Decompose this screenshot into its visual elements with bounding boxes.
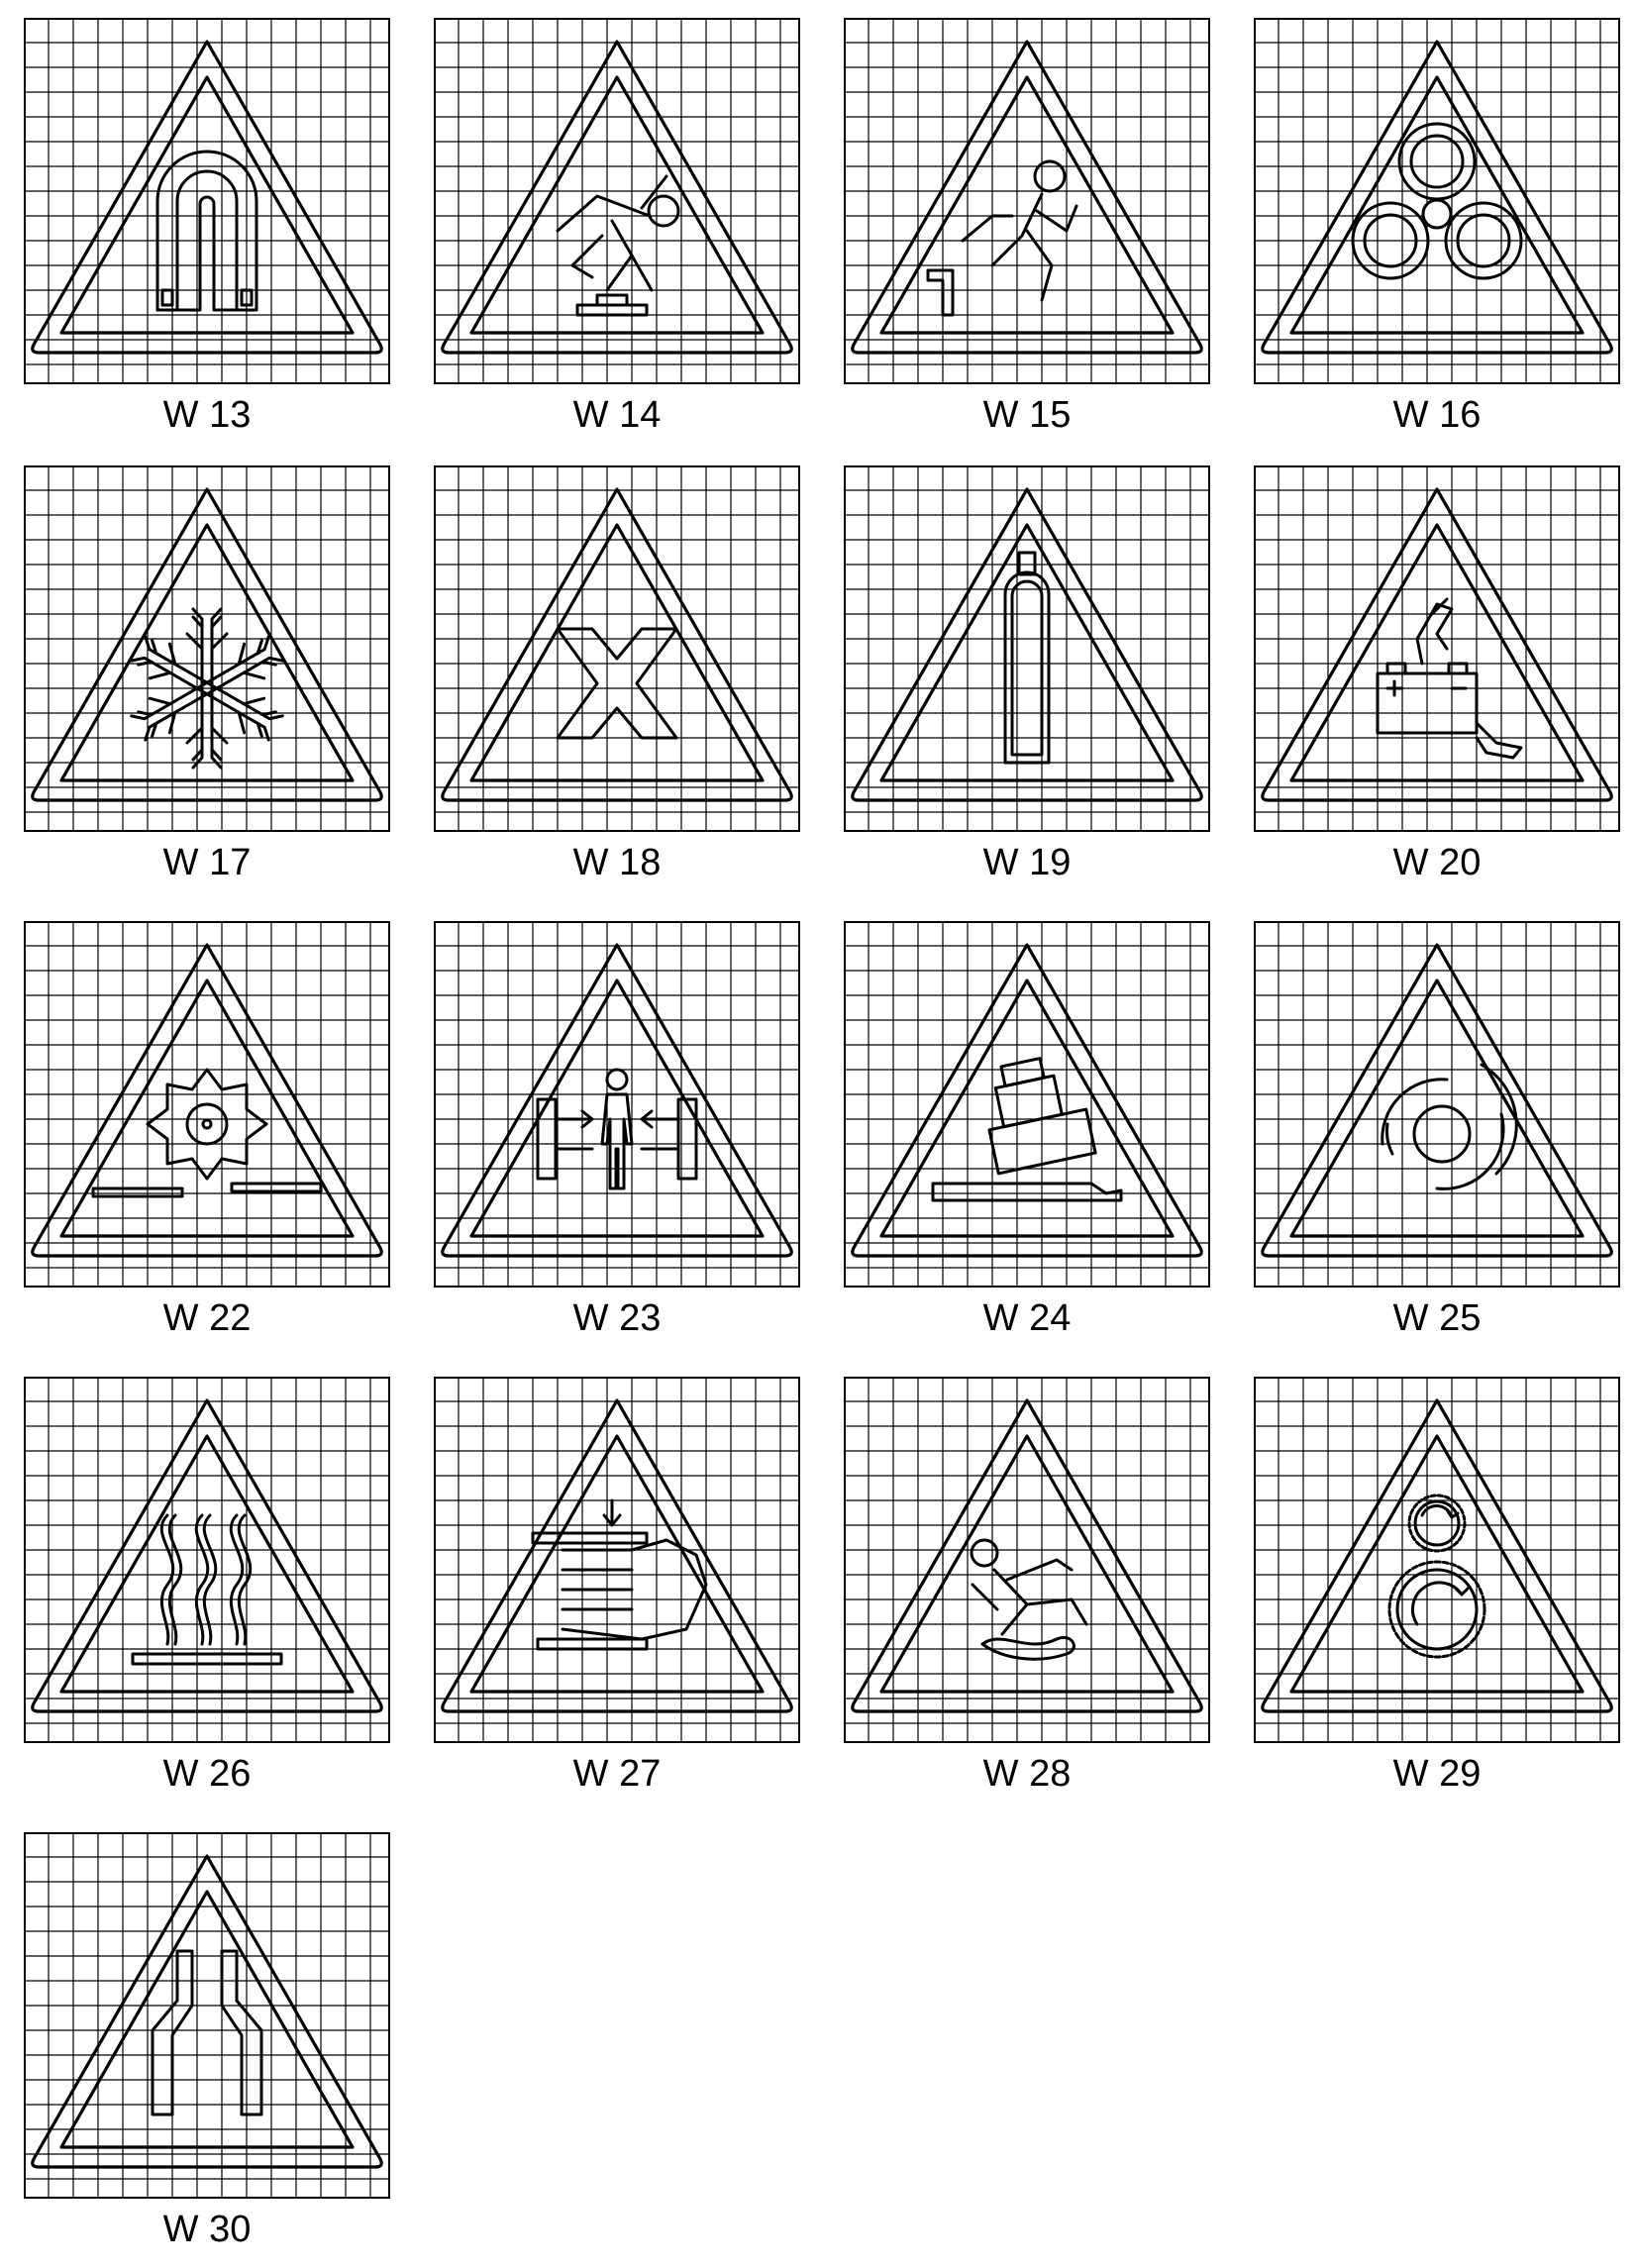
battery-acid-icon: [1254, 465, 1620, 832]
sign-code: W 23: [572, 1297, 662, 1339]
sign-w23: [434, 921, 800, 1357]
magnet-icon: [24, 18, 390, 384]
sign-code: W 15: [982, 394, 1072, 436]
sign-w19: [844, 465, 1210, 901]
floor-obstacle-icon: [434, 18, 800, 384]
sign-code: W 25: [1392, 1297, 1482, 1339]
sign-code: W 27: [572, 1753, 662, 1795]
sign-w13: [24, 18, 390, 454]
sign-code: W 17: [162, 842, 252, 883]
sign-w25: [1254, 921, 1620, 1357]
sign-code: W 18: [572, 842, 662, 883]
biohazard-icon: [1254, 18, 1620, 384]
rotating-rollers-icon: [1254, 921, 1620, 1288]
hand-injury-icon: [434, 1377, 800, 1743]
sign-w27: [434, 1377, 800, 1812]
sign-code: W 13: [162, 394, 252, 436]
sign-w30: [24, 1832, 390, 2268]
sign-w29: [1254, 1377, 1620, 1812]
gears-icon: [1254, 1377, 1620, 1743]
sign-code: W 30: [162, 2209, 252, 2250]
sign-code: W 24: [982, 1297, 1072, 1339]
harmful-substance-icon: [434, 465, 800, 832]
crushing-icon: [434, 921, 800, 1288]
hot-surface-icon: [24, 1377, 390, 1743]
gas-cylinder-icon: [844, 465, 1210, 832]
sign-code: W 19: [982, 842, 1072, 883]
sign-w20: [1254, 465, 1620, 901]
saw-blade-icon: [24, 921, 390, 1288]
sign-w28: [844, 1377, 1210, 1812]
sign-w17: [24, 465, 390, 901]
sign-code: W 29: [1392, 1753, 1482, 1795]
sign-code: W 14: [572, 394, 662, 436]
slippery-surface-icon: [844, 1377, 1210, 1743]
sign-w14: [434, 18, 800, 454]
sign-code: W 28: [982, 1753, 1072, 1795]
low-temperature-icon: [24, 465, 390, 832]
sign-w15: [844, 18, 1210, 454]
sign-w22: [24, 921, 390, 1357]
drop-fall-icon: [844, 18, 1210, 384]
sign-code: W 22: [162, 1297, 252, 1339]
sign-w16: [1254, 18, 1620, 454]
sign-w18: [434, 465, 800, 901]
sign-code: W 26: [162, 1753, 252, 1795]
overhead-load-tipping-icon: [844, 921, 1210, 1288]
sign-w26: [24, 1377, 390, 1812]
sign-code: W 16: [1392, 394, 1482, 436]
road-narrows-icon: [24, 1832, 390, 2199]
sign-code: W 20: [1392, 842, 1482, 883]
sign-w24: [844, 921, 1210, 1357]
